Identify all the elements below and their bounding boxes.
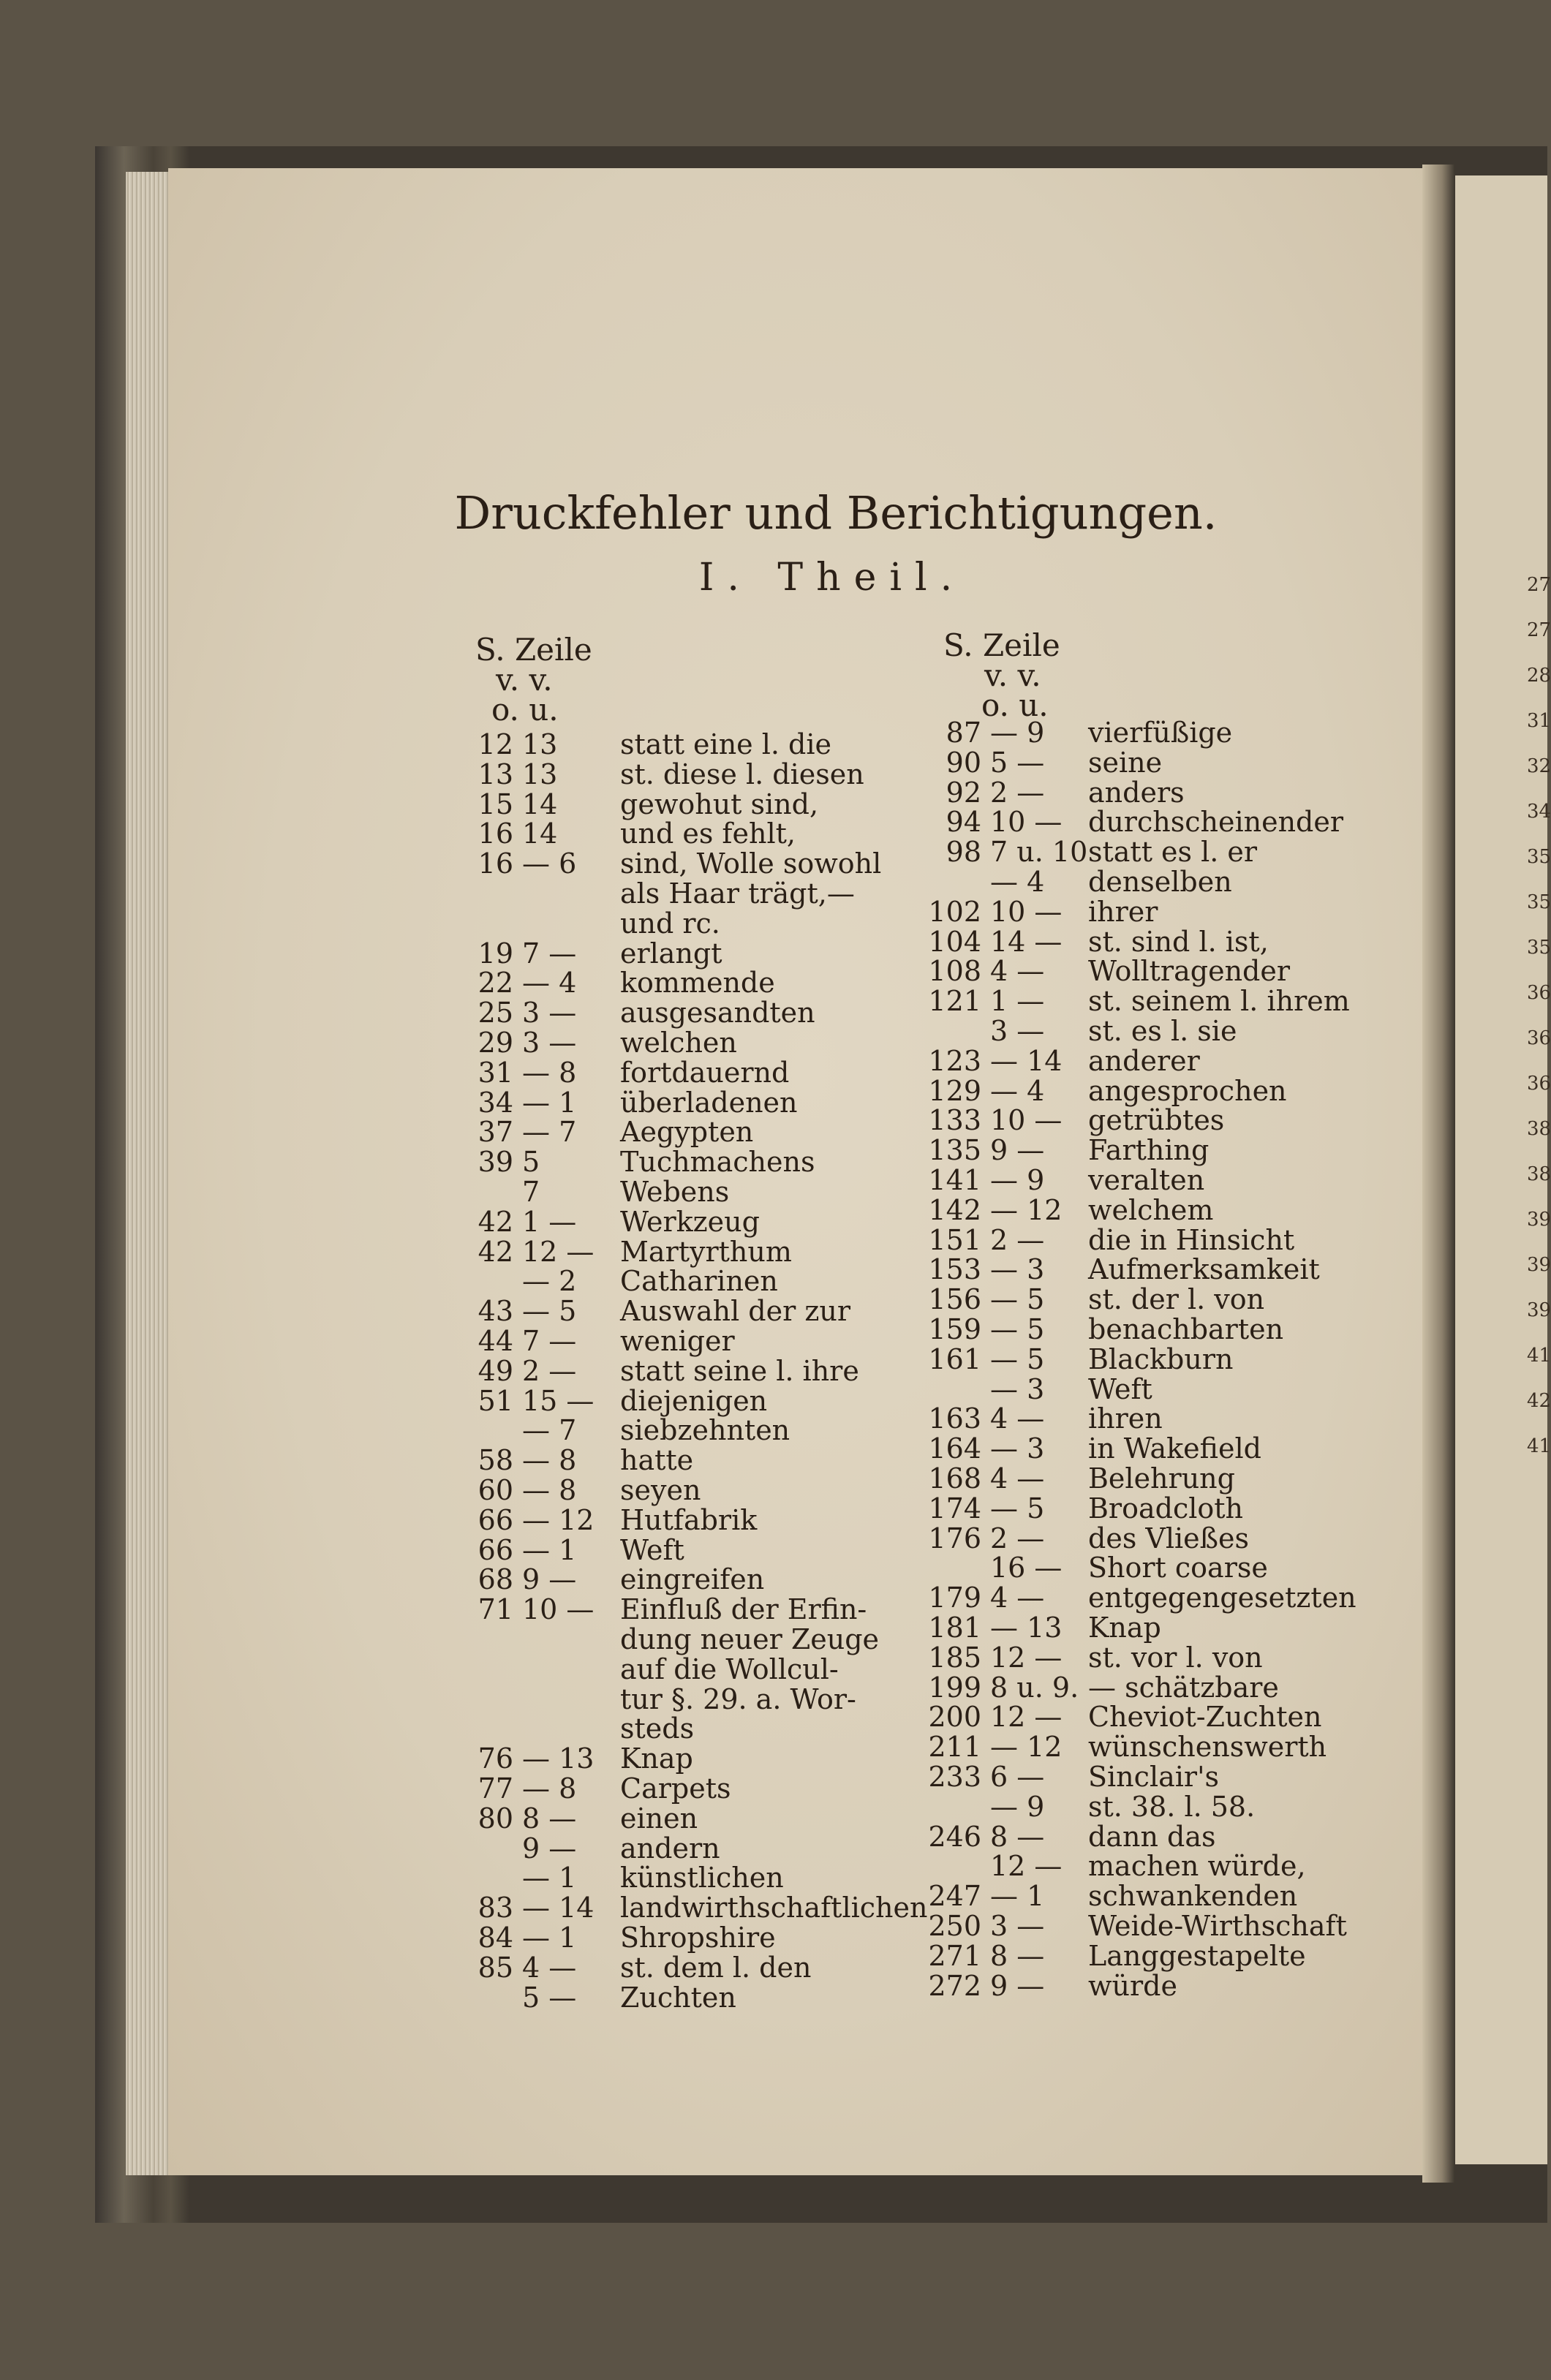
line-number: 13 bbox=[522, 728, 558, 760]
next-page-fragment: 35 bbox=[1527, 937, 1551, 959]
correction-text: Shropshire bbox=[620, 1922, 776, 1954]
correction-text: seyen bbox=[620, 1474, 701, 1506]
correction-text: Weft bbox=[620, 1533, 684, 1566]
correction-text: welchem bbox=[1088, 1193, 1214, 1226]
correction-text: in Wakefield bbox=[1088, 1432, 1261, 1465]
correction-text: eingreifen bbox=[620, 1563, 765, 1596]
correction-text: Tuchmachens bbox=[620, 1146, 815, 1179]
correction-text: anders bbox=[1088, 776, 1185, 809]
page-number: 42 bbox=[478, 1235, 513, 1268]
line-number: 4 — bbox=[522, 1951, 577, 1984]
line-number: 14 — bbox=[990, 925, 1063, 958]
line-number: — 9 bbox=[990, 1790, 1045, 1823]
correction-text: st. sind l. ist, bbox=[1088, 925, 1269, 958]
page-number: 13 bbox=[478, 758, 513, 790]
next-page-fragment: 41 bbox=[1527, 1435, 1551, 1457]
page-number: 60 bbox=[478, 1474, 513, 1506]
correction-text: Zuchten bbox=[620, 1981, 736, 2014]
line-number: 3 — bbox=[522, 1027, 577, 1059]
correction-text: landwirthschaftlichen bbox=[620, 1892, 928, 1924]
next-page-fragment: 31 bbox=[1527, 710, 1551, 732]
page-number: 181 bbox=[928, 1612, 981, 1644]
page-number: 271 bbox=[928, 1939, 981, 1972]
line-number: 8 u. 9. bbox=[990, 1671, 1079, 1704]
correction-text: als Haar trägt,— bbox=[620, 877, 855, 910]
line-number: 12 — bbox=[990, 1701, 1063, 1734]
correction-text: Weft bbox=[1088, 1372, 1152, 1405]
page-number: 37 bbox=[478, 1116, 513, 1149]
page-number: 133 bbox=[928, 1104, 981, 1137]
line-number: 4 — bbox=[990, 1462, 1045, 1495]
line-number: 12 — bbox=[990, 1850, 1063, 1883]
line-number: — 1 bbox=[522, 1086, 577, 1119]
page-number: 121 bbox=[928, 985, 981, 1018]
line-number: — 1 bbox=[522, 1533, 577, 1566]
correction-text: schwankenden bbox=[1088, 1880, 1298, 1913]
correction-text: andern bbox=[620, 1832, 720, 1865]
correction-text: ihren bbox=[1088, 1402, 1163, 1435]
line-number: — 4 bbox=[990, 866, 1045, 898]
line-number: 9 — bbox=[990, 1969, 1045, 2002]
correction-text: und rc. bbox=[620, 907, 720, 940]
line-number: 10 — bbox=[990, 806, 1063, 839]
correction-text: Langgestapelte bbox=[1088, 1939, 1306, 1972]
correction-text: st. der l. von bbox=[1088, 1283, 1265, 1316]
line-number: 14 bbox=[522, 817, 558, 850]
header-line: o. u. bbox=[981, 687, 1049, 723]
page-number: 15 bbox=[478, 787, 513, 820]
page-number: 58 bbox=[478, 1444, 513, 1477]
line-number: 15 — bbox=[522, 1384, 595, 1417]
line-number: 9 — bbox=[522, 1563, 577, 1596]
page-number: 153 bbox=[928, 1253, 981, 1286]
correction-text: steds bbox=[620, 1712, 695, 1745]
correction-text: st. diese l. diesen bbox=[620, 758, 864, 790]
left-column-header bbox=[475, 632, 592, 728]
correction-text: Werkzeug bbox=[620, 1205, 760, 1238]
page-number: 108 bbox=[928, 955, 981, 988]
correction-text: überladenen bbox=[620, 1086, 798, 1119]
correction-text: denselben bbox=[1088, 866, 1232, 898]
line-number: — 5 bbox=[522, 1295, 577, 1328]
page-number: 135 bbox=[928, 1134, 981, 1167]
next-page-fragment: 36 bbox=[1527, 1073, 1551, 1095]
page-number: 211 bbox=[928, 1731, 981, 1764]
line-number: 1 — bbox=[522, 1205, 577, 1238]
page-number: 92 bbox=[946, 776, 981, 809]
header-line: v. v. bbox=[496, 662, 553, 698]
line-number: 16 — bbox=[990, 1552, 1063, 1584]
correction-text: die in Hinsicht bbox=[1088, 1223, 1295, 1256]
line-number: — 12 bbox=[990, 1731, 1063, 1764]
next-page-fragment: 35 bbox=[1527, 891, 1551, 913]
page-number: 161 bbox=[928, 1342, 981, 1375]
correction-text: angesprochen bbox=[1088, 1074, 1287, 1107]
page-number: 94 bbox=[946, 806, 981, 839]
page-number: 44 bbox=[478, 1325, 513, 1357]
next-page-fragment: 36 bbox=[1527, 1027, 1551, 1049]
page-number: 164 bbox=[928, 1432, 981, 1465]
page-number: 199 bbox=[928, 1671, 981, 1704]
header-line: o. u. bbox=[491, 692, 559, 728]
page-number: 87 bbox=[946, 717, 981, 749]
correction-text: statt eine l. die bbox=[620, 728, 832, 760]
page-number: 159 bbox=[928, 1313, 981, 1345]
page-number: 16 bbox=[478, 817, 513, 850]
correction-text: Auswahl der zur bbox=[620, 1295, 851, 1328]
line-number: 8 — bbox=[990, 1820, 1045, 1853]
correction-text: dung neuer Zeuge bbox=[620, 1623, 880, 1655]
line-number: — 12 bbox=[990, 1193, 1063, 1226]
line-number: 7 bbox=[522, 1176, 540, 1208]
page-number: 85 bbox=[478, 1951, 513, 1984]
line-number: 3 — bbox=[990, 1910, 1045, 1942]
line-number: 2 — bbox=[990, 1522, 1045, 1554]
correction-text: st. es l. sie bbox=[1088, 1015, 1237, 1047]
line-number: 10 — bbox=[990, 1104, 1063, 1137]
correction-text: kommende bbox=[620, 967, 775, 1000]
correction-text: Blackburn bbox=[1088, 1342, 1234, 1375]
page-number: 42 bbox=[478, 1205, 513, 1238]
line-number: — 6 bbox=[522, 847, 577, 880]
line-number: 3 — bbox=[522, 997, 577, 1030]
line-number: 7 u. 10 bbox=[990, 836, 1088, 869]
next-page-fragment: 38 bbox=[1527, 1163, 1551, 1185]
line-number: — 14 bbox=[522, 1892, 595, 1924]
next-page-fragment: 35 bbox=[1527, 846, 1551, 868]
correction-text: Carpets bbox=[620, 1772, 731, 1805]
next-page-fragment: 42 bbox=[1527, 1390, 1551, 1412]
line-number: — 1 bbox=[522, 1922, 577, 1954]
correction-text: st. dem l. den bbox=[620, 1951, 812, 1984]
correction-text: tur §. 29. a. Wor- bbox=[620, 1682, 856, 1715]
page-number: 71 bbox=[478, 1593, 513, 1626]
page-number: 29 bbox=[478, 1027, 513, 1059]
correction-text: entgegengesetzten bbox=[1088, 1582, 1356, 1614]
correction-text: Broadcloth bbox=[1088, 1492, 1244, 1525]
line-number: 10 — bbox=[522, 1593, 595, 1626]
page-number: 142 bbox=[928, 1193, 981, 1226]
page-number: 49 bbox=[478, 1354, 513, 1387]
page-number: 34 bbox=[478, 1086, 513, 1119]
line-number: 5 — bbox=[990, 746, 1045, 779]
page-number: 39 bbox=[478, 1146, 513, 1179]
correction-text: und es fehlt, bbox=[620, 817, 796, 850]
correction-text: siebzehnten bbox=[620, 1414, 790, 1447]
page-number: 90 bbox=[946, 746, 981, 779]
line-number: 4 — bbox=[990, 1582, 1045, 1614]
line-number: — 4 bbox=[990, 1074, 1045, 1107]
correction-text: fortdauernd bbox=[620, 1056, 790, 1089]
line-number: 4 — bbox=[990, 1402, 1045, 1435]
line-number: — 1 bbox=[522, 1862, 577, 1894]
line-number: — 8 bbox=[522, 1772, 577, 1805]
correction-text: machen würde, bbox=[1088, 1850, 1306, 1883]
correction-text: Knap bbox=[620, 1742, 693, 1775]
line-number: — 12 bbox=[522, 1503, 595, 1536]
line-number: 7 — bbox=[522, 937, 577, 970]
correction-text: Weide-Wirthschaft bbox=[1088, 1910, 1347, 1942]
next-page-fragment: 36 bbox=[1527, 982, 1551, 1004]
line-number: 13 bbox=[522, 758, 558, 790]
next-page-fragment: 27 bbox=[1527, 574, 1551, 596]
correction-text: wünschenswerth bbox=[1088, 1731, 1327, 1764]
next-page-fragment: 39 bbox=[1527, 1254, 1551, 1276]
page-number: 233 bbox=[928, 1761, 981, 1793]
next-page-fragment: 32 bbox=[1527, 755, 1551, 777]
line-number: 12 — bbox=[522, 1235, 595, 1268]
page-number: 174 bbox=[928, 1492, 981, 1525]
correction-text: Sinclair's bbox=[1088, 1761, 1220, 1793]
page-number: 31 bbox=[478, 1056, 513, 1089]
line-number: 5 — bbox=[522, 1981, 577, 2014]
correction-text: erlangt bbox=[620, 937, 722, 970]
line-number: — 7 bbox=[522, 1414, 577, 1447]
page-number: 84 bbox=[478, 1922, 513, 1954]
line-number: — 5 bbox=[990, 1342, 1045, 1375]
page-number: 25 bbox=[478, 997, 513, 1030]
correction-text: weniger bbox=[620, 1325, 735, 1357]
line-number: 9 — bbox=[990, 1134, 1045, 1167]
part-heading: I. Theil. bbox=[698, 556, 966, 600]
page-number: 16 bbox=[478, 847, 513, 880]
line-number: 14 bbox=[522, 787, 558, 820]
correction-text: Webens bbox=[620, 1176, 730, 1208]
correction-text: Belehrung bbox=[1088, 1462, 1235, 1495]
header-line: S. Zeile bbox=[475, 632, 592, 668]
page-number: 163 bbox=[928, 1402, 981, 1435]
page-number: 247 bbox=[928, 1880, 981, 1913]
correction-text: getrübtes bbox=[1088, 1104, 1225, 1137]
correction-text: würde bbox=[1088, 1969, 1177, 2002]
correction-text: Knap bbox=[1088, 1612, 1161, 1644]
page-number: 102 bbox=[928, 895, 981, 928]
line-number: — 3 bbox=[990, 1432, 1045, 1465]
line-number: 1 — bbox=[990, 985, 1045, 1018]
correction-text: dann das bbox=[1088, 1820, 1216, 1853]
page-number: 80 bbox=[478, 1802, 513, 1835]
correction-text: welchen bbox=[620, 1027, 737, 1059]
line-number: 9 — bbox=[522, 1832, 577, 1865]
page-number: 12 bbox=[478, 728, 513, 760]
page-number: 76 bbox=[478, 1742, 513, 1775]
page-number: 68 bbox=[478, 1563, 513, 1596]
page-number: 123 bbox=[928, 1044, 981, 1077]
line-number: — 4 bbox=[522, 967, 577, 1000]
correction-text: diejenigen bbox=[620, 1384, 768, 1417]
next-page-fragment: 27 bbox=[1527, 619, 1551, 641]
next-page-fragment: 38 bbox=[1527, 1118, 1551, 1140]
page-number: 272 bbox=[928, 1969, 981, 2002]
next-page-fragment: 28 bbox=[1527, 665, 1551, 687]
next-page-fragment: 39 bbox=[1527, 1299, 1551, 1321]
line-number: — 8 bbox=[522, 1056, 577, 1089]
page-number: 141 bbox=[928, 1164, 981, 1196]
line-number: 2 — bbox=[990, 1223, 1045, 1256]
page-number: 77 bbox=[478, 1772, 513, 1805]
line-number: — 1 bbox=[990, 1880, 1045, 1913]
correction-text: Hutfabrik bbox=[620, 1503, 758, 1536]
line-number: 2 — bbox=[990, 776, 1045, 809]
line-number: — 9 bbox=[990, 1164, 1045, 1196]
correction-text: st. seinem l. ihrem bbox=[1088, 985, 1350, 1018]
line-number: 7 — bbox=[522, 1325, 577, 1357]
page-number: 129 bbox=[928, 1074, 981, 1107]
page-number: 22 bbox=[478, 967, 513, 1000]
correction-text: Aufmerksamkeit bbox=[1088, 1253, 1320, 1286]
correction-text: statt es l. er bbox=[1088, 836, 1258, 869]
correction-text: Short coarse bbox=[1088, 1552, 1268, 1584]
correction-text: des Vließes bbox=[1088, 1522, 1250, 1554]
line-number: — 3 bbox=[990, 1372, 1045, 1405]
line-number: — 8 bbox=[522, 1474, 577, 1506]
page-title: Druckfehler und Berichtigungen. bbox=[454, 486, 1218, 540]
correction-text: Einfluß der Erfin- bbox=[620, 1593, 867, 1626]
line-number: — 5 bbox=[990, 1283, 1045, 1316]
page-number: 179 bbox=[928, 1582, 981, 1614]
next-page-fragment: 41 bbox=[1527, 1345, 1551, 1367]
correction-text: benachbarten bbox=[1088, 1313, 1284, 1345]
next-page-fragment: 39 bbox=[1527, 1209, 1551, 1231]
page-number: 151 bbox=[928, 1223, 981, 1256]
correction-text: seine bbox=[1088, 746, 1163, 779]
line-number: — 5 bbox=[990, 1313, 1045, 1345]
correction-text: durchscheinender bbox=[1088, 806, 1344, 839]
line-number: 10 — bbox=[990, 895, 1063, 928]
line-number: 2 — bbox=[522, 1354, 577, 1387]
line-number: 3 — bbox=[990, 1015, 1045, 1047]
correction-text: st. vor l. von bbox=[1088, 1641, 1263, 1674]
page-number: 250 bbox=[928, 1910, 981, 1942]
line-number: 12 — bbox=[990, 1641, 1063, 1674]
correction-text: Wolltragender bbox=[1088, 955, 1291, 988]
line-number: — 7 bbox=[522, 1116, 577, 1149]
correction-text: st. 38. l. 58. bbox=[1088, 1790, 1256, 1823]
right-column-header bbox=[943, 627, 1060, 723]
line-number: — 9 bbox=[990, 717, 1045, 749]
correction-text: vierfüßige bbox=[1088, 717, 1233, 749]
line-number: — 5 bbox=[990, 1492, 1045, 1525]
page-number: 43 bbox=[478, 1295, 513, 1328]
page-number: 98 bbox=[946, 836, 981, 869]
correction-text: sind, Wolle sowohl bbox=[620, 847, 882, 880]
page-number: 246 bbox=[928, 1820, 981, 1853]
page-number: 66 bbox=[478, 1533, 513, 1566]
page-number: 104 bbox=[928, 925, 981, 958]
correction-text: anderer bbox=[1088, 1044, 1200, 1077]
correction-text: Aegypten bbox=[620, 1116, 754, 1149]
header-line: v. v. bbox=[984, 657, 1041, 693]
line-number: 6 — bbox=[990, 1761, 1045, 1793]
correction-text: auf die Wollcul- bbox=[620, 1652, 839, 1685]
page-number: 168 bbox=[928, 1462, 981, 1495]
correction-text: statt seine l. ihre bbox=[620, 1354, 859, 1387]
page-number: 66 bbox=[478, 1503, 513, 1536]
page-number: 200 bbox=[928, 1701, 981, 1734]
line-number: — 2 bbox=[522, 1265, 577, 1298]
correction-text: Martyrthum bbox=[620, 1235, 792, 1268]
next-page-fragment: 34 bbox=[1527, 801, 1551, 823]
correction-text: ausgesandten bbox=[620, 997, 815, 1030]
correction-text: Cheviot-Zuchten bbox=[1088, 1701, 1322, 1734]
correction-text: — schätzbare bbox=[1088, 1671, 1279, 1704]
correction-text: veralten bbox=[1088, 1164, 1205, 1196]
line-number: — 8 bbox=[522, 1444, 577, 1477]
correction-text: ihrer bbox=[1088, 895, 1158, 928]
page-number: 185 bbox=[928, 1641, 981, 1674]
page-number: 51 bbox=[478, 1384, 513, 1417]
correction-text: künstlichen bbox=[620, 1862, 784, 1894]
line-number: 8 — bbox=[522, 1802, 577, 1835]
header-line: S. Zeile bbox=[943, 627, 1060, 663]
correction-text: gewohut sind, bbox=[620, 787, 819, 820]
correction-text: Catharinen bbox=[620, 1265, 778, 1298]
line-number: 5 bbox=[522, 1146, 540, 1179]
page-number: 83 bbox=[478, 1892, 513, 1924]
page-number: 176 bbox=[928, 1522, 981, 1554]
correction-text: hatte bbox=[620, 1444, 694, 1477]
correction-text: Farthing bbox=[1088, 1134, 1210, 1167]
line-number: — 13 bbox=[522, 1742, 595, 1775]
page-number: 19 bbox=[478, 937, 513, 970]
line-number: 8 — bbox=[990, 1939, 1045, 1972]
correction-text: einen bbox=[620, 1802, 698, 1835]
line-number: 4 — bbox=[990, 955, 1045, 988]
line-number: — 3 bbox=[990, 1253, 1045, 1286]
line-number: — 14 bbox=[990, 1044, 1063, 1077]
line-number: — 13 bbox=[990, 1612, 1063, 1644]
page-number: 156 bbox=[928, 1283, 981, 1316]
